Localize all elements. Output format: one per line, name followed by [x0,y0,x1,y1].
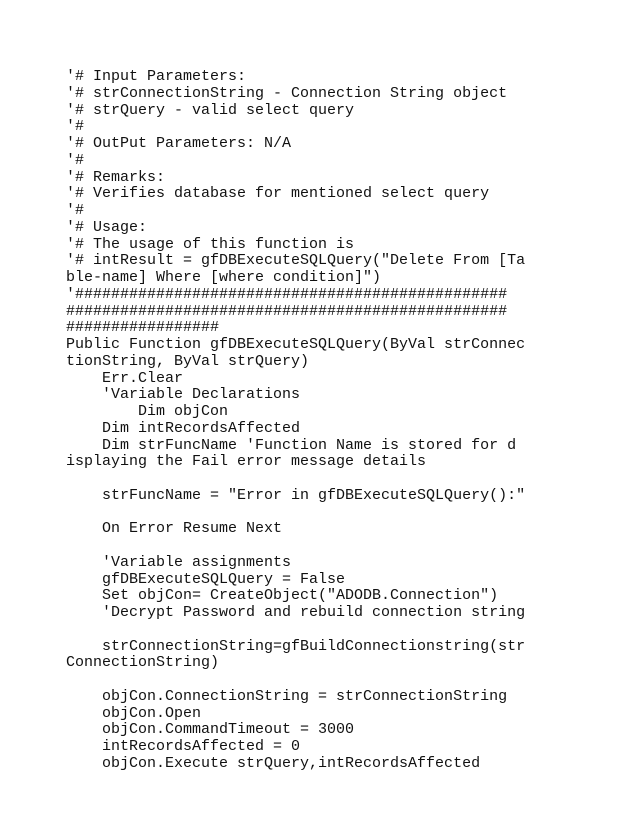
code-line: strConnectionString=gfBuildConnectionstring(str [66,637,526,655]
code-line: objCon.Execute strQuery,intRecordsAffected [66,754,481,772]
code-line: Dim strFuncName 'Function Name is stored for d [66,436,517,454]
code-line: objCon.Open [66,704,202,722]
code-line: '# Input Parameters: [66,68,247,85]
code-line: Dim intRecordsAffected [66,419,301,437]
code-line: '# Remarks: [66,168,166,186]
code-line [66,505,586,522]
code-line: '# OutPut Parameters: N/A [66,135,292,152]
code-line: intRecordsAffected = 0 [66,738,301,755]
code-line: isplaying the Fail error message details [66,453,427,471]
code-line: strFuncName = "Error in gfDBExecuteSQLQuery():" [66,486,526,504]
code-line: ConnectionString) [66,654,220,672]
code-line: gfDBExecuteSQLQuery = False [66,570,346,588]
code-line: Public Function gfDBExecuteSQLQuery(ByVal strConnec [66,336,526,353]
code-line: objCon.ConnectionString = strConnectionString [66,687,508,705]
code-line: ################# [66,319,220,337]
code-line: ################################################# [66,302,508,320]
code-line: '# strQuery - valid select query [66,101,355,119]
code-line: ble-name] Where [where condition]") [66,269,382,286]
code-line [66,538,586,555]
code-line: '# Usage: [66,218,148,236]
code-line: Set objCon= CreateObject("ADODB.Connection") [66,587,499,605]
code-line [66,672,586,689]
code-line: tionString, ByVal strQuery) [66,352,310,370]
code-line: Dim objCon [66,403,229,420]
code-line: 'Variable Declarations [66,386,301,404]
code-line: '# The usage of this function is [66,235,355,253]
code-line: Err.Clear [66,369,184,387]
code-line [66,622,586,639]
code-block [66,69,586,773]
code-line: On Error Resume Next [66,520,283,538]
code-line: '# [66,118,85,136]
code-line: '# strConnectionString - Connection String object [66,84,508,102]
code-line: 'Variable assignments [66,553,292,571]
code-line: '# intResult = gfDBExecuteSQLQuery("Delete From [Ta [66,252,526,270]
code-line [66,471,586,488]
code-line: 'Decrypt Password and rebuild connection string [66,604,526,621]
code-line: '################################################ [66,285,508,303]
code-line: '# [66,202,85,219]
code-line: objCon.CommandTimeout = 3000 [66,721,355,739]
code-line: '# Verifies database for mentioned select query [66,185,490,203]
code-line: '# [66,151,85,169]
